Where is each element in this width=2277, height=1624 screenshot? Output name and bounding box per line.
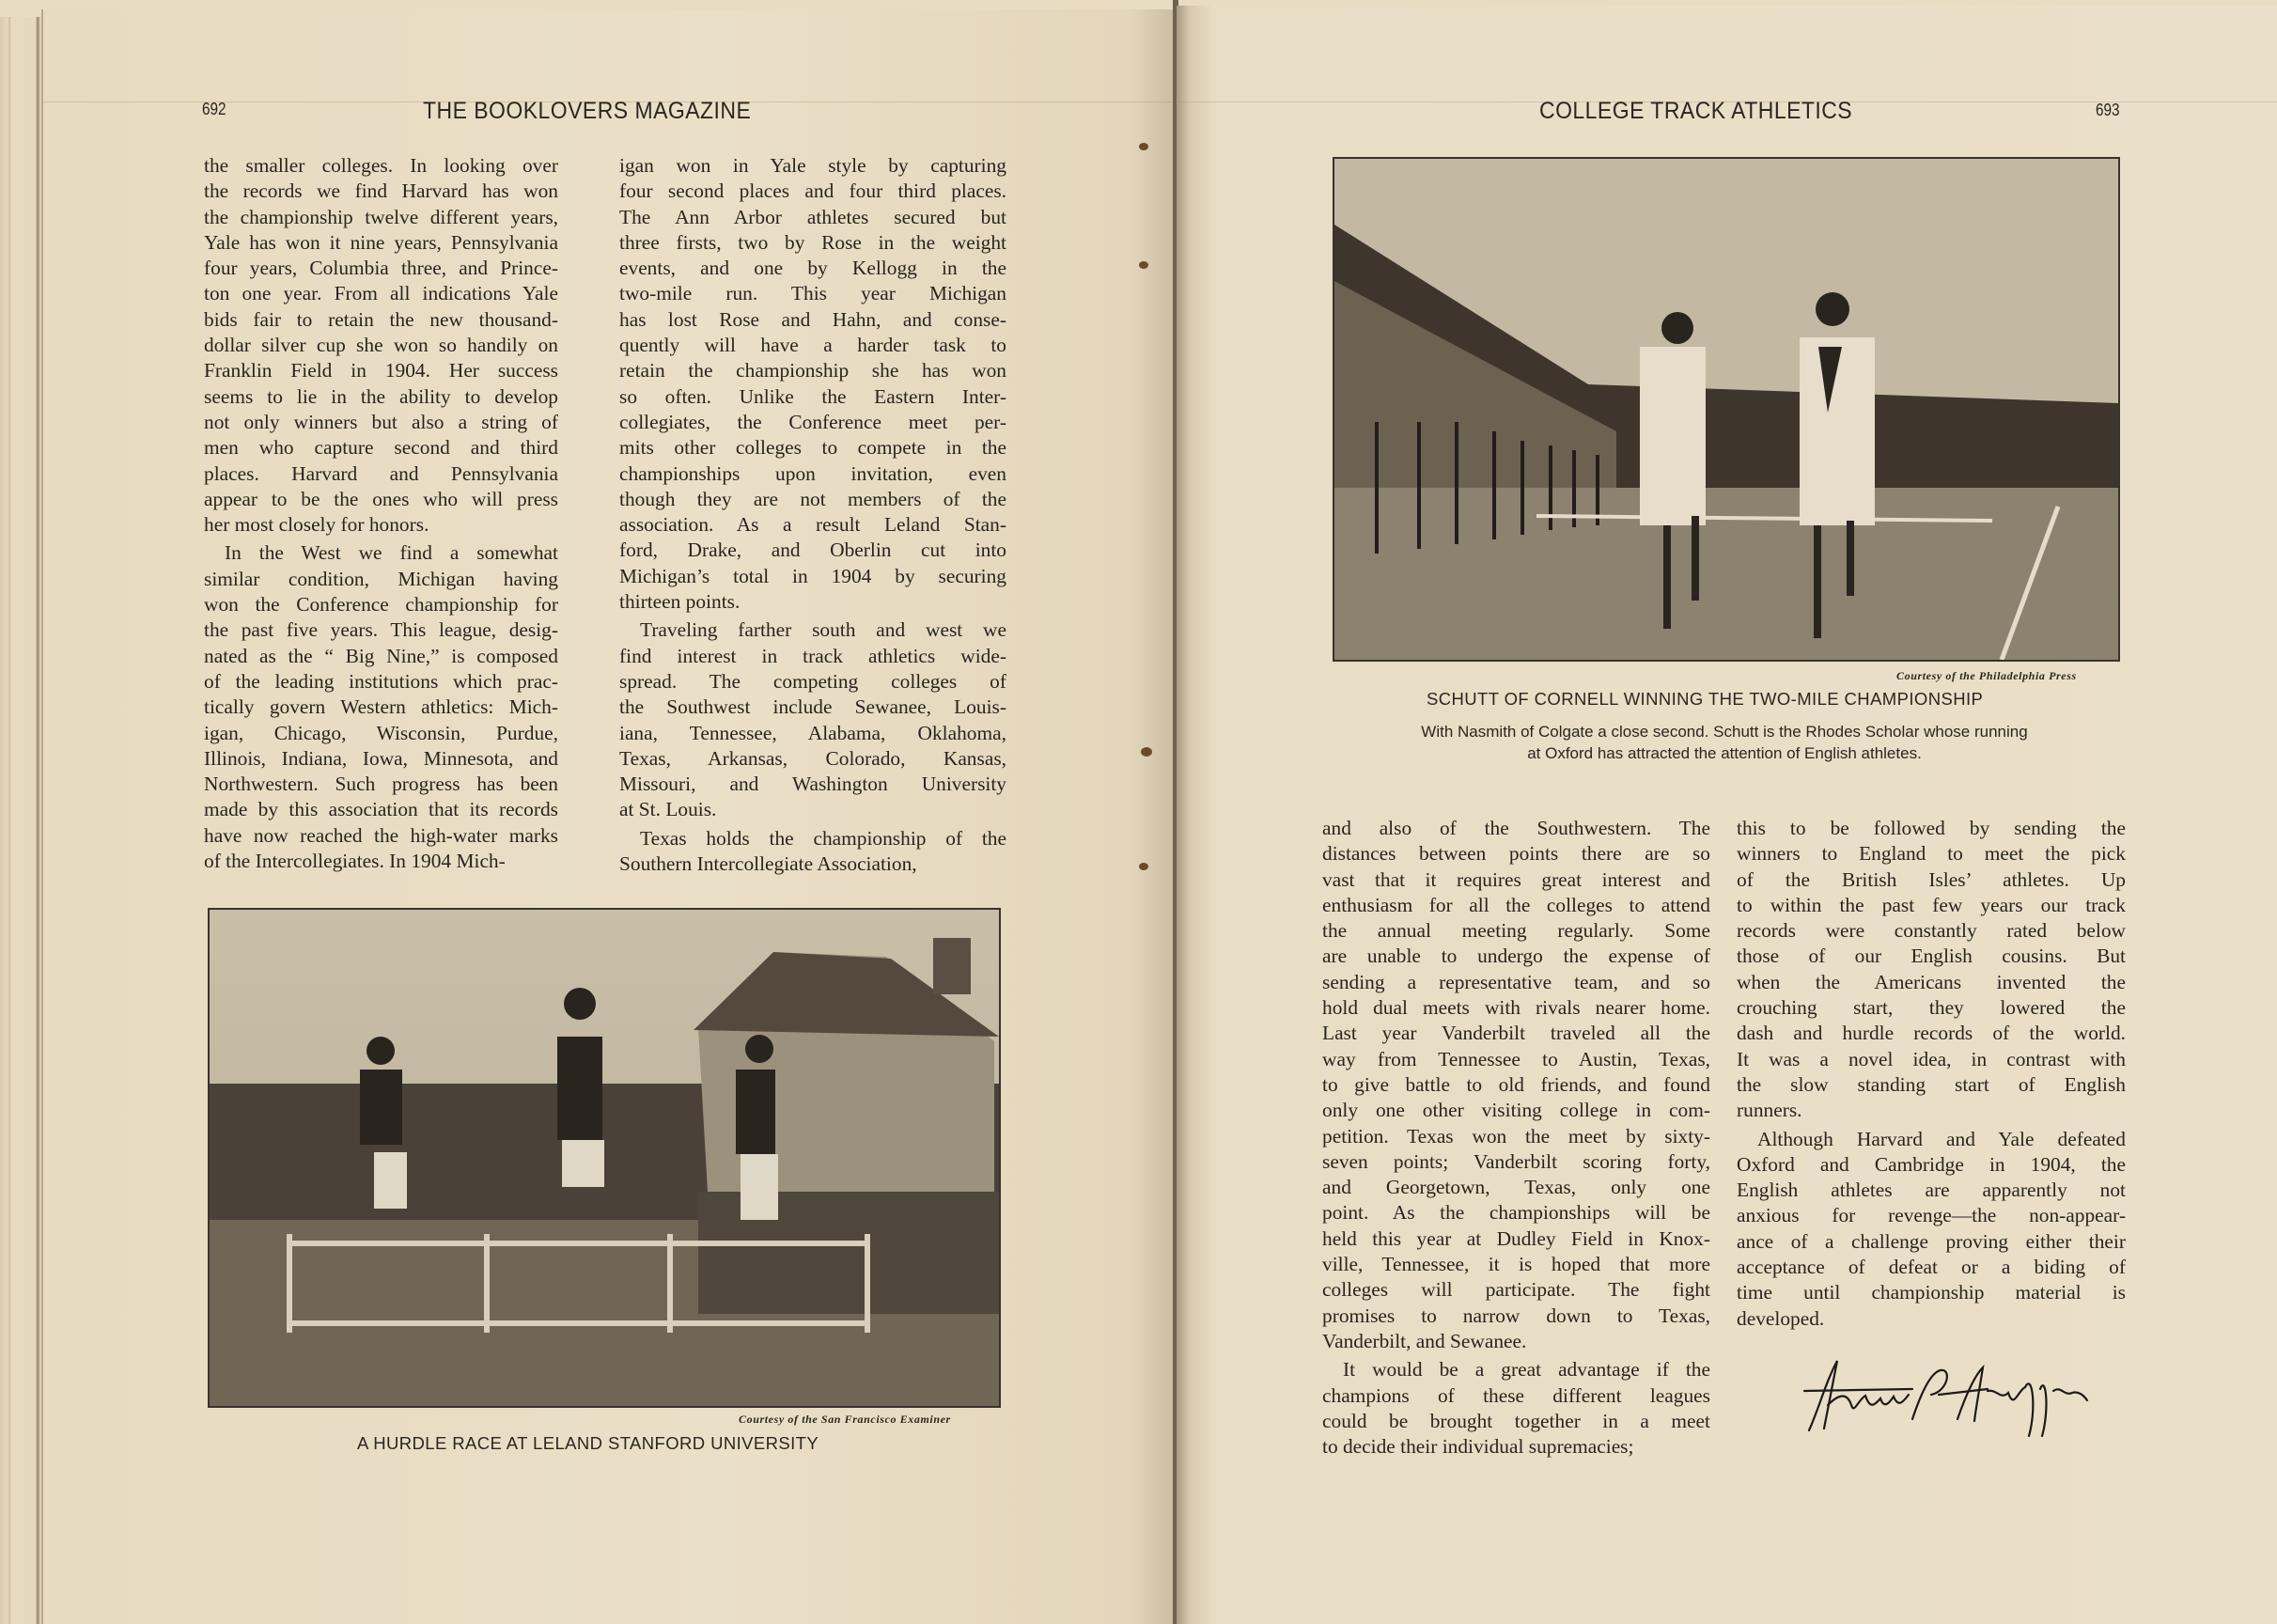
two-mile-championship-photo <box>1333 157 2120 662</box>
text-line: mits other colleges to compete in the <box>619 436 1006 460</box>
text-line: Texas, Arkansas, Colorado, Kansas, <box>619 746 1006 770</box>
text-line: events, and one by Kellogg in the <box>619 257 1006 280</box>
text-line: those of our English cousins. But <box>1737 945 2126 968</box>
text-line: only one other visiting college in com- <box>1322 1099 1710 1122</box>
text-line: seven points; Vanderbilt scoring forty, <box>1322 1149 1710 1173</box>
text-line: enthusiasm for all the colleges to attend <box>1322 893 1710 916</box>
right-page-number: 693 <box>2096 101 2120 119</box>
text-line: to give battle to old friends, and found <box>1322 1072 1710 1096</box>
text-line: the championship twelve different years, <box>204 205 558 228</box>
text-line: ton one year. From all indications Yale <box>204 282 558 305</box>
text-line: Illinois, Indiana, Iowa, Minnesota, and <box>204 746 558 770</box>
text-line: to decide their individual supremacies; <box>1322 1435 1634 1459</box>
text-line: promises to narrow down to Texas, <box>1322 1304 1710 1327</box>
text-line: igan, Chicago, Wisconsin, Purdue, <box>204 721 558 744</box>
text-line: held this year at Dudley Field in Knox- <box>1322 1226 1710 1250</box>
text-line: so often. Unlike the Eastern Inter- <box>619 384 1006 408</box>
text-line: ance of a challenge proving either their <box>1737 1229 2126 1253</box>
text-line: has lost Rose and Hahn, and conse- <box>619 307 1006 331</box>
text-line: tically govern Western athletics: Mich- <box>204 695 558 719</box>
championship-photo-credit: Courtesy of the Philadelphia Press <box>1896 669 2077 682</box>
text-line: It was a novel idea, in contrast with <box>1737 1047 2126 1070</box>
text-line: Yale has won it nine years, Pennsylvania <box>204 230 558 254</box>
text-line: the smaller colleges. In looking over <box>204 154 558 177</box>
text-line: way from Tennessee to Austin, Texas, <box>1322 1047 1710 1070</box>
text-line: quently will have a harder task to <box>619 334 1006 357</box>
text-line: ville, Tennessee, it is hoped that more <box>1322 1253 1710 1276</box>
author-signature <box>1800 1353 2119 1438</box>
binding-hole <box>1139 863 1148 870</box>
paragraph <box>1737 1127 2126 1332</box>
text-line: runners. <box>1737 1099 1802 1122</box>
text-line: Texas holds the championship of the <box>640 826 1006 850</box>
championship-photo-subcaption <box>1334 721 2114 764</box>
text-line: developed. <box>1737 1306 1825 1330</box>
paragraph <box>1737 816 2126 1124</box>
right-column-1 <box>1322 816 1710 1460</box>
text-line: iana, Tennessee, Alabama, Oklahoma, <box>619 721 1006 744</box>
text-line: the records we find Harvard has won <box>204 180 558 203</box>
text-line: Last year Vanderbilt traveled all the <box>1322 1022 1710 1045</box>
text-line: vast that it requires great interest and <box>1322 867 1710 891</box>
text-line: men who capture second and third <box>204 436 558 460</box>
text-line: point. As the championships will be <box>1322 1201 1710 1225</box>
text-line: English athletes are apparently not <box>1737 1179 2126 1202</box>
text-line: association. As a result Leland Stan- <box>619 513 1006 537</box>
paragraph <box>204 540 558 874</box>
paragraph <box>204 153 558 538</box>
left-column-1 <box>204 153 558 874</box>
text-line: Traveling farther south and west we <box>640 618 1006 642</box>
text-line: similar condition, Michigan having <box>204 567 558 590</box>
text-line: crouching start, they lowered the <box>1737 996 2126 1020</box>
text-line: acceptance of defeat or a biding of <box>1737 1256 2126 1279</box>
text-line: of the Intercollegiates. In 1904 Mich- <box>204 850 506 873</box>
text-line: winners to England to meet the pick <box>1737 842 2126 866</box>
text-line: champions of these different leagues <box>1322 1383 1710 1407</box>
text-line: championships upon invitation, even <box>619 461 1006 485</box>
paragraph <box>1322 816 1710 1354</box>
text-line: the slow standing start of English <box>1737 1072 2126 1096</box>
text-line: and Georgetown, Texas, only one <box>1322 1176 1710 1199</box>
text-line: the Southwest include Sewanee, Louis- <box>619 695 1006 719</box>
right-column-2 <box>1737 816 2126 1332</box>
text-line: not only winners but also a string of <box>204 410 558 433</box>
text-line: this to be followed by sending the <box>1737 817 2126 839</box>
text-line: sending a representative team, and so <box>1322 970 1710 993</box>
text-line: colleges will participate. The fight <box>1322 1278 1710 1302</box>
text-line: of the leading institutions which prac- <box>204 669 558 693</box>
text-line: retain the championship she has won <box>619 359 1006 383</box>
text-line: could be brought together in a meet <box>1322 1409 1710 1432</box>
subcaption-line: at Oxford has attracted the attention of English athletes. <box>1527 744 1922 762</box>
page-edges <box>0 17 41 1624</box>
binding-hole <box>1139 143 1148 150</box>
text-line: when the Americans invented the <box>1737 970 2126 993</box>
text-line: seems to lie in the ability to develop <box>204 384 558 408</box>
text-line: Southern Intercollegiate Association, <box>619 852 917 876</box>
text-line: records were constantly rated below <box>1737 919 2126 943</box>
hurdle-photo-credit: Courtesy of the San Francisco Examiner <box>739 1413 951 1426</box>
text-line: nated as the “ Big Nine,” is composed <box>204 644 558 667</box>
text-line: distances between points there are so <box>1322 842 1710 866</box>
text-line: won the Conference championship for <box>204 593 558 617</box>
two-mile-championship-image <box>1334 159 2118 660</box>
subcaption-line: With Nasmith of Colgate a close second. Schutt is the Rhodes Scholar whose running <box>1421 723 2028 741</box>
text-line: though they are not members of the <box>619 487 1006 510</box>
text-line: bids fair to retain the new thousand- <box>204 307 558 331</box>
text-line: four years, Columbia three, and Prince- <box>204 257 558 280</box>
text-line: anxious for revenge—the non-appear- <box>1737 1204 2126 1227</box>
text-line: igan won in Yale style by capturing <box>619 154 1006 177</box>
text-line: spread. The competing colleges of <box>619 669 1006 693</box>
binding-hole <box>1141 747 1152 757</box>
binding-hole <box>1139 261 1148 269</box>
text-line: In the West we find a somewhat <box>225 541 558 565</box>
text-line: and also of the Southwestern. The <box>1322 817 1710 839</box>
text-line: two-mile run. This year Michigan <box>619 282 1006 305</box>
text-line: It would be a great advantage if the <box>1343 1358 1710 1382</box>
text-line: have now reached the high-water marks <box>204 823 558 847</box>
right-running-head: COLLEGE TRACK ATHLETICS <box>1539 98 1853 124</box>
text-line: collegiates, the Conference meet per- <box>619 410 1006 433</box>
text-line: dash and hurdle records of the world. <box>1737 1022 2126 1045</box>
text-line: at St. Louis. <box>619 798 717 821</box>
paragraph <box>619 826 1006 878</box>
text-line: places. Harvard and Pennsylvania <box>204 461 558 485</box>
left-column-2 <box>619 153 1006 877</box>
text-line: her most closely for honors. <box>204 513 429 537</box>
text-line: three firsts, two by Rose in the weight <box>619 230 1006 254</box>
text-line: are unable to undergo the expense of <box>1322 945 1710 968</box>
text-line: Oxford and Cambridge in 1904, the <box>1737 1152 2126 1176</box>
text-line: time until championship material is <box>1737 1281 2126 1304</box>
text-line: Franklin Field in 1904. Her success <box>204 359 558 383</box>
text-line: made by this association that its records <box>204 798 558 821</box>
paragraph <box>1322 1357 1710 1460</box>
text-line: Northwestern. Such progress has been <box>204 773 558 796</box>
text-line: the past five years. This league, desig- <box>204 618 558 642</box>
text-line: Michigan’s total in 1904 by securing <box>619 564 1006 587</box>
text-line: Missouri, and Washington University <box>619 773 1006 796</box>
text-line: hold dual meets with rivals nearer home. <box>1322 996 1710 1020</box>
text-line: to within the past few years our track <box>1737 893 2126 916</box>
hurdle-race-image <box>210 910 999 1406</box>
text-line: thirteen points. <box>619 590 741 614</box>
championship-photo-caption: SCHUTT OF CORNELL WINNING THE TWO-MILE CHAMPIONSHIP <box>1427 689 1984 709</box>
text-line: four second places and four third places. <box>619 180 1006 203</box>
text-line: Although Harvard and Yale defeated <box>1757 1127 2126 1150</box>
left-running-head: THE BOOKLOVERS MAGAZINE <box>423 98 752 124</box>
text-line: find interest in track athletics wide- <box>619 644 1006 667</box>
text-line: appear to be the ones who will press <box>204 487 558 510</box>
left-page-number: 692 <box>202 100 226 118</box>
hurdle-race-photo <box>208 908 1001 1408</box>
text-line: dollar silver cup she won so handily on <box>204 334 558 357</box>
text-line: of the British Isles’ athletes. Up <box>1737 867 2126 891</box>
text-line: the annual meeting regularly. Some <box>1322 919 1710 943</box>
text-line: The Ann Arbor athletes secured but <box>619 205 1006 228</box>
hurdle-photo-caption: A HURDLE RACE AT LELAND STANFORD UNIVERSITY <box>357 1433 819 1453</box>
text-line: ford, Drake, and Oberlin cut into <box>619 539 1006 562</box>
text-line: Vanderbilt, and Sewanee. <box>1322 1329 1527 1352</box>
text-line: petition. Texas won the meet by sixty- <box>1322 1124 1710 1148</box>
paragraph <box>619 617 1006 822</box>
paragraph <box>619 153 1006 615</box>
